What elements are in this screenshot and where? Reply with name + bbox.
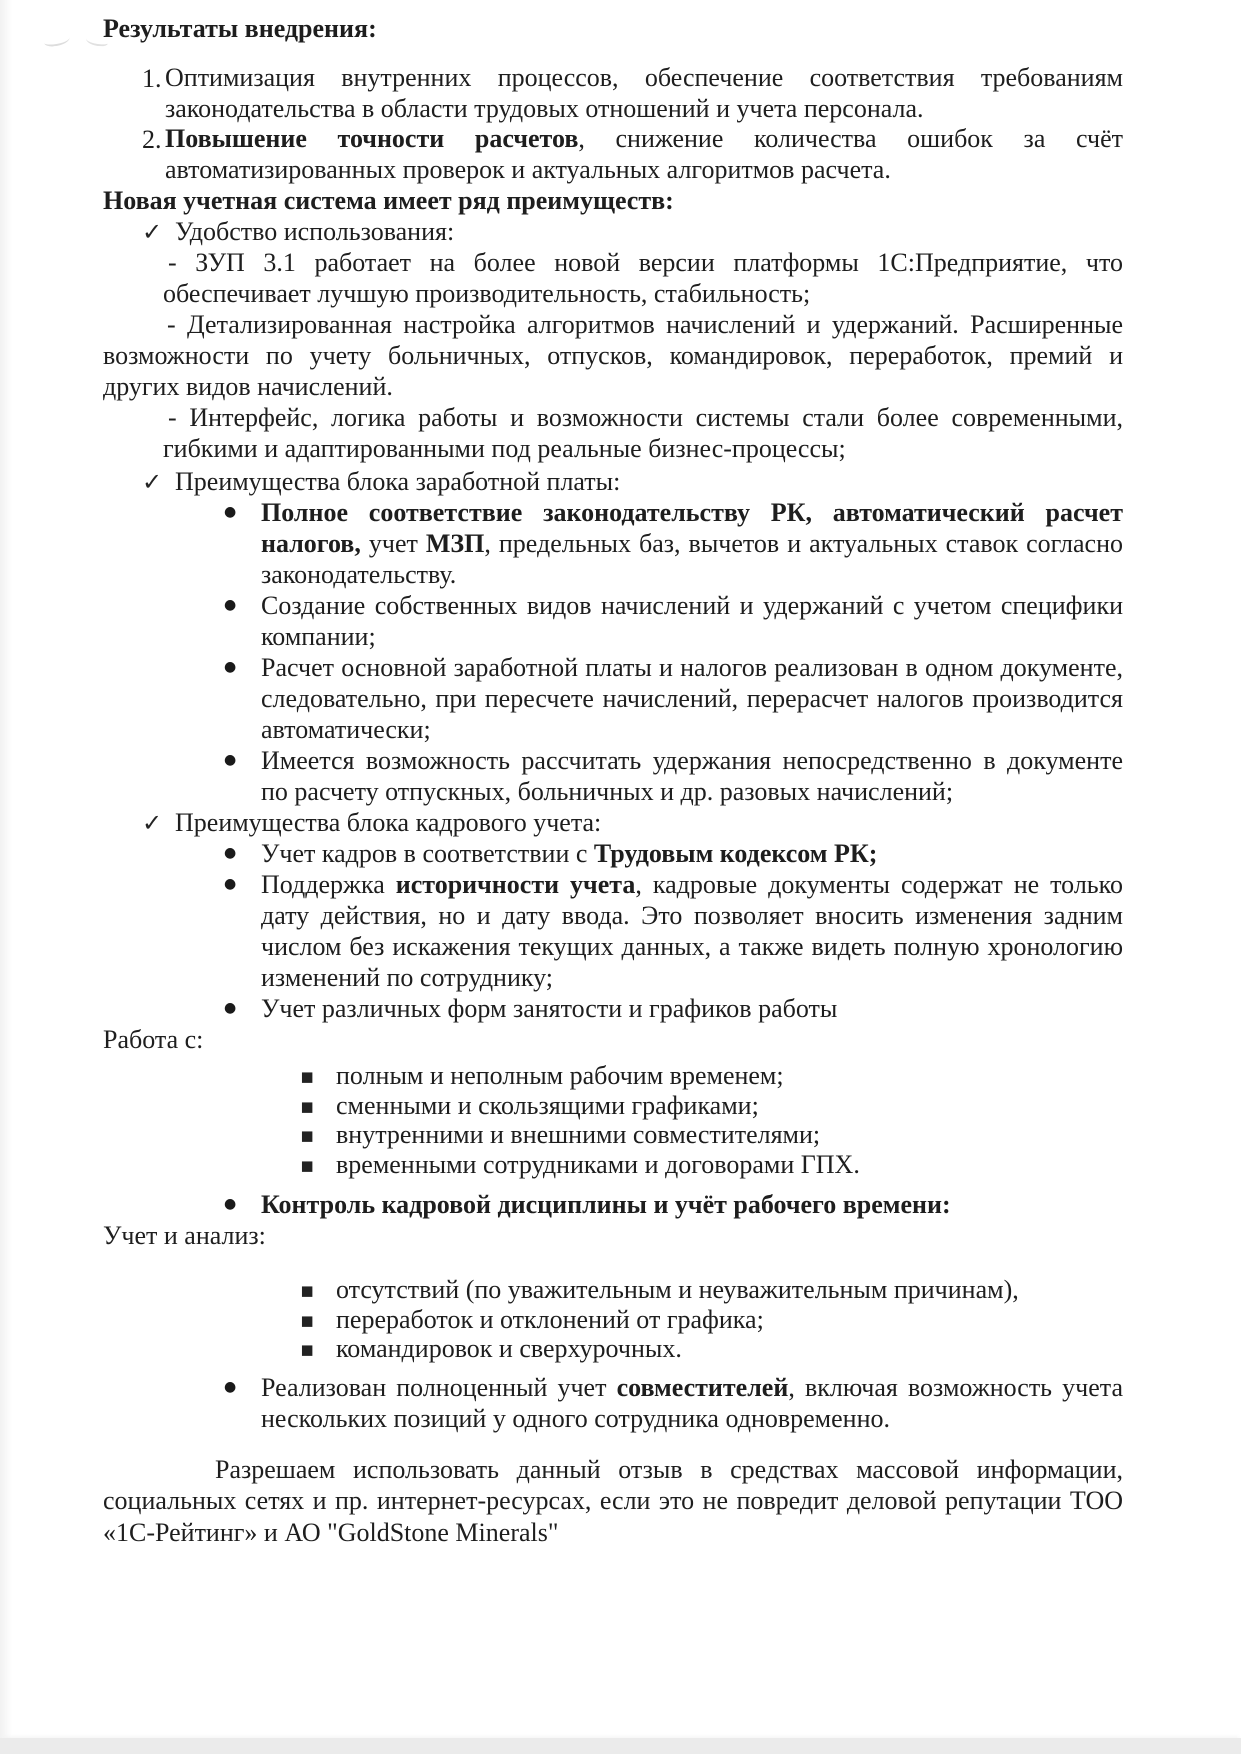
bullet-item-text: Поддержка историчности учета, кадровые документы содержат не только дату действия, но и дату ввода. Это позволяет вносить изменения задним числом без искажения текущих данных, а также видеть полную хронологию изменений по сотруднику;: [261, 870, 1123, 992]
square-bullet-icon: ▪: [300, 1307, 315, 1332]
checkmark-icon: ✓: [142, 809, 163, 837]
bullet-item-text: Имеется возможность рассчитать удержания непосредственно в документе по расчету отпускных, больничных и др. разовых начислений;: [261, 746, 1123, 806]
bullet-item-custom-accruals: [103, 590, 1123, 652]
dash-paragraph-detailing: - Детализированная настройка алгоритмов начислений и удержаний. Расширенные возможности по учету больничных, отпусков, командировок, переработок, премий и других видов начислений.: [103, 310, 1123, 401]
bullet-icon: ●: [224, 659, 237, 675]
bullet-item-text: Полное соответствие законодательству РК, автоматический расчет налогов, учет МЗП, предельных баз, вычетов и актуальных ставок согласно законодательству.: [261, 498, 1123, 589]
square-bullet-icon: ▪: [300, 1064, 315, 1088]
bullet-item-single-document: [103, 652, 1123, 745]
control-bullet: [103, 1189, 1123, 1220]
numbered-item-text: Оптимизация внутренних процессов, обеспечение соответствия требованиям законодательства в области трудовых отношений и учета персонала.: [165, 63, 1123, 123]
results-heading: Результаты внедрения:: [103, 14, 377, 43]
document-page: [103, 13, 1123, 1548]
square-item: [103, 1150, 1123, 1180]
bold-text: Трудовым кодексом РК;: [593, 839, 878, 868]
bullet-icon: ●: [224, 1196, 237, 1212]
check-item-label: Преимущества блока кадрового учета:: [175, 808, 602, 837]
square-item-text: сменными и скользящими графиками;: [336, 1090, 759, 1120]
check-item-payroll: [103, 466, 1123, 497]
dash-paragraph-interface: - Интерфейс, логика работы и возможности системы стали более современными, гибкими и адаптированными под реальные бизнес-процессы;: [163, 403, 1123, 463]
bullet-icon: ●: [224, 752, 237, 768]
bold-text: совместителей: [616, 1372, 789, 1402]
bullet-icon: ●: [224, 504, 237, 520]
bullet-icon: ●: [224, 1378, 237, 1395]
scan-artifact-mark: [43, 33, 70, 48]
analysis-label: Учет и анализ:: [103, 1221, 266, 1250]
bullet-item-text: Учет кадров в соответствии с Трудовым кодексом РК;: [261, 839, 878, 868]
bullet-item-text: Создание собственных видов начислений и удержаний с учетом специфики компании;: [261, 591, 1123, 651]
square-item-text: временными сотрудниками и договорами ГПХ.: [336, 1149, 860, 1179]
numbered-item-1: [103, 63, 1123, 124]
square-item: [103, 1334, 1123, 1364]
check-item-hr: [103, 807, 1123, 838]
numbered-item-text: Повышение точности расчетов, снижение количества ошибок за счёт автоматизированных проверок и актуальных алгоритмов расчета.: [165, 124, 1123, 184]
bullet-icon: ●: [224, 1000, 237, 1016]
bold-text: Повышение точности расчетов: [165, 124, 579, 153]
check-item-usability: [103, 216, 1123, 247]
advantages-heading: Новая учетная система имеет ряд преимуществ:: [103, 186, 674, 215]
bullet-item-text: Учет различных форм занятости и графиков работы: [261, 994, 838, 1023]
scan-left-shade: [0, 0, 12, 1754]
square-item: [103, 1305, 1123, 1335]
check-item-label: Удобство использования:: [175, 217, 455, 246]
bullet-item-compliance: [103, 497, 1123, 590]
bullet-item-part-timers: [103, 1372, 1123, 1434]
bullet-item-text: Контроль кадровой дисциплины и учёт рабочего времени:: [261, 1190, 951, 1219]
checkmark-icon: ✓: [142, 468, 163, 496]
square-bullet-icon: ▪: [300, 1093, 315, 1118]
square-bullet-icon: ▪: [300, 1123, 315, 1147]
square-item-text: переработок и отклонений от графика;: [336, 1304, 764, 1334]
work-with-label: Работа с:: [103, 1025, 204, 1054]
bullet-item-text: Расчет основной заработной платы и налогов реализован в одном документе, следовательно, при пересчете начислений, перерасчет налогов производится автоматически;: [261, 653, 1123, 744]
square-bullet-icon: ▪: [300, 1337, 315, 1361]
square-bullet-icon: ▪: [300, 1278, 315, 1302]
bullet-item-deductions: [103, 745, 1123, 807]
closing-paragraph: Разрешаем использовать данный отзыв в средствах массовой информации, социальных сетях и пр. интернет-ресурсах, если это не повредит деловой репутации ТОО «1С-Рейтинг» и АО "GoldStone Minerals": [103, 1454, 1123, 1547]
bullet-item-employment-forms: [103, 993, 1123, 1024]
bullet-icon: ●: [224, 876, 237, 892]
square-item: [103, 1275, 1123, 1305]
bullet-item-history: [103, 869, 1123, 993]
square-bullet-icon: ▪: [300, 1152, 315, 1177]
bullet-item-text: Реализован полноценный учет совместителей, включая возможность учета нескольких позиций у одного сотрудника одновременно.: [261, 1372, 1123, 1433]
bullet-item-labor-code: [103, 838, 1123, 869]
square-item-text: внутренними и внешними совместителями;: [336, 1120, 821, 1149]
square-item-text: полным и неполным рабочим временем;: [336, 1061, 784, 1090]
square-item: [103, 1091, 1123, 1121]
list-number: 2.: [142, 125, 162, 154]
dash-paragraph-zup: - ЗУП 3.1 работает на более новой версии платформы 1С:Предприятие, что обеспечивает лучшую производительность, стабильность;: [163, 248, 1123, 308]
bold-text: Полное соответствие законодательству РК, автоматический расчет налогов,: [261, 498, 1123, 558]
numbered-item-2: [103, 124, 1123, 185]
square-item: [103, 1120, 1123, 1150]
bullet-icon: ●: [224, 597, 237, 613]
bullet-icon: ●: [224, 845, 237, 861]
checkmark-icon: ✓: [142, 218, 163, 246]
square-item-text: командировок и сверхурочных.: [336, 1334, 682, 1363]
square-item-text: отсутствий (по уважительным и неуважительным причинам),: [336, 1275, 1019, 1304]
bold-text: МЗП: [425, 529, 485, 558]
list-number: 1.: [142, 64, 162, 93]
bold-text: историчности учета: [395, 870, 636, 899]
check-item-label: Преимущества блока заработной платы:: [175, 467, 621, 496]
scan-edge-band: [0, 1738, 1241, 1754]
square-item: [103, 1061, 1123, 1091]
